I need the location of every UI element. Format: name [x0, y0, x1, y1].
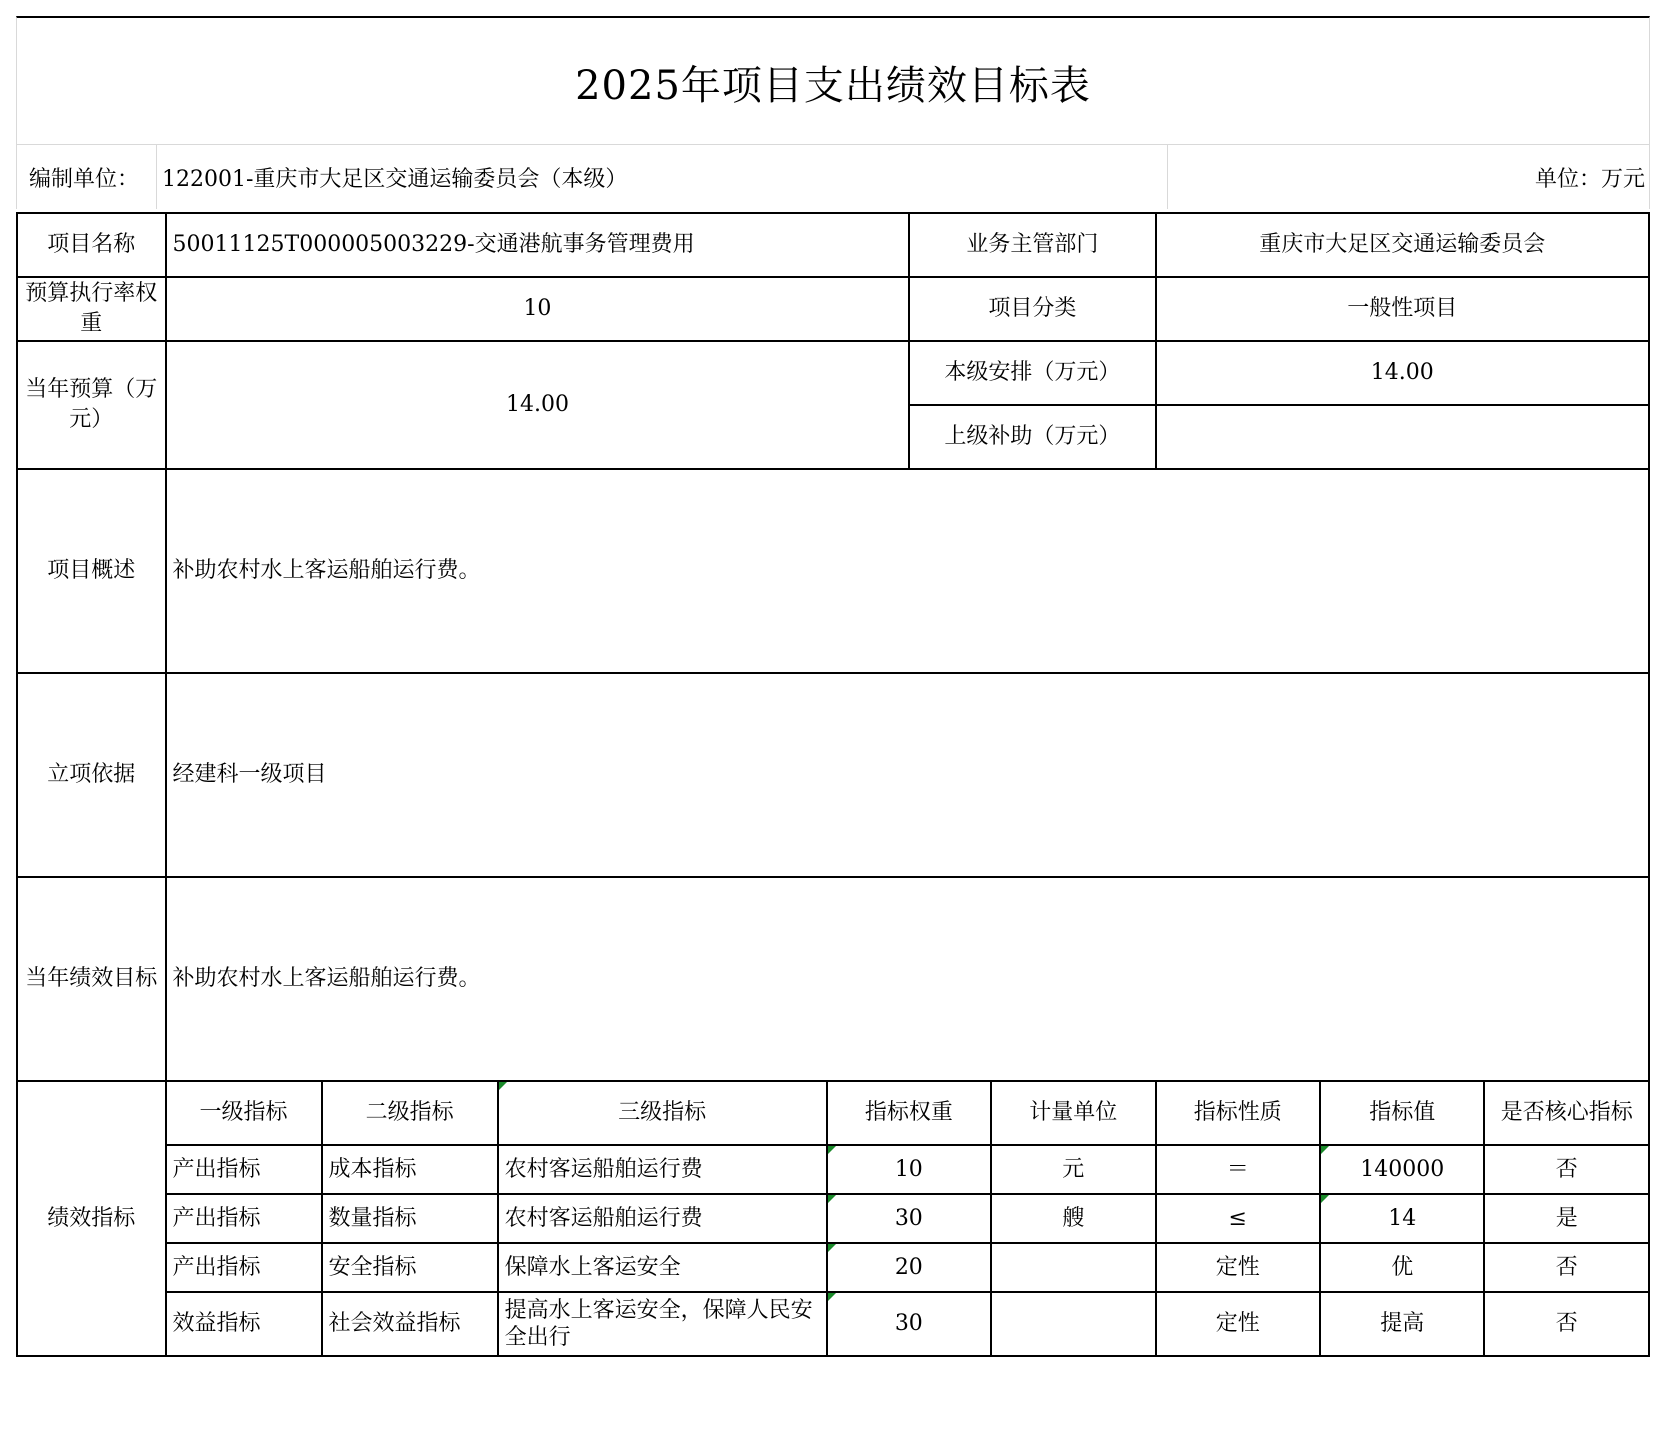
header-level3[interactable]: 三级指标 [498, 1081, 827, 1145]
budget-row [17, 341, 1649, 405]
subsidy-label[interactable]: 上级补助（万元） [909, 405, 1155, 469]
indicator-weight[interactable]: 20 [827, 1243, 991, 1292]
title-cell[interactable] [16, 16, 1650, 146]
header-level1[interactable]: 一级指标 [166, 1081, 322, 1145]
header-weight[interactable]: 指标权重 [827, 1081, 991, 1145]
rate-label[interactable]: 预算执行率权重 [17, 277, 166, 341]
goal-row [17, 877, 1649, 1081]
indicator-value[interactable]: 提高 [1320, 1292, 1484, 1356]
goal-label[interactable]: 当年绩效目标 [17, 877, 166, 1081]
header-value[interactable]: 指标值 [1320, 1081, 1484, 1145]
project-name-row [17, 213, 1649, 277]
indicator-section-label[interactable]: 绩效指标 [17, 1081, 166, 1356]
indicator-level3[interactable]: 提高水上客运安全，保障人民安全出行 [498, 1292, 827, 1356]
indicator-weight[interactable]: 10 [827, 1145, 991, 1194]
basis-label[interactable]: 立项依据 [17, 673, 166, 877]
rate-value[interactable]: 10 [166, 277, 910, 341]
indicator-unit[interactable]: 艘 [991, 1194, 1155, 1243]
performance-table [16, 212, 1650, 1357]
indicator-value[interactable]: 140000 [1320, 1145, 1484, 1194]
header-core[interactable]: 是否核心指标 [1484, 1081, 1649, 1145]
category-label[interactable]: 项目分类 [909, 277, 1155, 341]
indicator-weight[interactable]: 30 [827, 1292, 991, 1356]
indicator-unit[interactable] [991, 1292, 1155, 1356]
unit-divider [156, 145, 157, 209]
indicator-value[interactable]: 优 [1320, 1243, 1484, 1292]
indicator-level1[interactable]: 产出指标 [166, 1243, 322, 1292]
header-level2[interactable]: 二级指标 [322, 1081, 498, 1145]
indicator-core[interactable]: 否 [1484, 1243, 1649, 1292]
local-value[interactable]: 14.00 [1156, 341, 1649, 405]
indicator-level2[interactable]: 社会效益指标 [322, 1292, 498, 1356]
indicator-level3[interactable]: 保障水上客运安全 [498, 1243, 827, 1292]
budget-value[interactable]: 14.00 [166, 341, 910, 469]
table-row [17, 1145, 1649, 1194]
dept-value[interactable]: 重庆市大足区交通运输委员会 [1156, 213, 1649, 277]
indicator-nature[interactable]: 定性 [1156, 1243, 1320, 1292]
table-row [17, 1243, 1649, 1292]
overview-value[interactable]: 补助农村水上客运船舶运行费。 [166, 469, 1649, 673]
indicator-level2[interactable]: 数量指标 [322, 1194, 498, 1243]
indicator-weight[interactable]: 30 [827, 1194, 991, 1243]
indicator-level3[interactable]: 农村客运船舶运行费 [498, 1145, 827, 1194]
budget-label[interactable]: 当年预算（万元） [17, 341, 166, 469]
indicator-core[interactable]: 是 [1484, 1194, 1649, 1243]
unit-row [16, 144, 1650, 209]
indicator-nature[interactable]: ≤ [1156, 1194, 1320, 1243]
overview-label[interactable]: 项目概述 [17, 469, 166, 673]
project-name-label[interactable]: 项目名称 [17, 213, 166, 277]
header-nature[interactable]: 指标性质 [1156, 1081, 1320, 1145]
indicator-level2[interactable]: 安全指标 [322, 1243, 498, 1292]
overview-row [17, 469, 1649, 673]
basis-value[interactable]: 经建科一级项目 [166, 673, 1649, 877]
subsidy-value[interactable] [1156, 405, 1649, 469]
indicator-nature[interactable]: 定性 [1156, 1292, 1320, 1356]
page-title: 2025年项目支出绩效目标表 [575, 62, 1091, 109]
rate-row [17, 277, 1649, 341]
category-value[interactable]: 一般性项目 [1156, 277, 1649, 341]
goal-value[interactable]: 补助农村水上客运船舶运行费。 [166, 877, 1649, 1081]
indicator-level3[interactable]: 农村客运船舶运行费 [498, 1194, 827, 1243]
indicator-value[interactable]: 14 [1320, 1194, 1484, 1243]
indicator-level1[interactable]: 产出指标 [166, 1194, 322, 1243]
unit-value[interactable]: 122001-重庆市大足区交通运输委员会（本级） [162, 166, 628, 192]
indicator-nature[interactable]: ＝ [1156, 1145, 1320, 1194]
indicator-unit[interactable] [991, 1243, 1155, 1292]
basis-row [17, 673, 1649, 877]
table-row [17, 1194, 1649, 1243]
indicator-level1[interactable]: 效益指标 [166, 1292, 322, 1356]
dept-label[interactable]: 业务主管部门 [909, 213, 1155, 277]
indicator-unit[interactable]: 元 [991, 1145, 1155, 1194]
table-row [17, 1292, 1649, 1356]
currency-label[interactable]: 单位：万元 [1534, 166, 1645, 192]
header-unit[interactable]: 计量单位 [991, 1081, 1155, 1145]
project-name-value[interactable]: 50011125T000005003229-交通港航事务管理费用 [166, 213, 910, 277]
indicator-core[interactable]: 否 [1484, 1292, 1649, 1356]
local-label[interactable]: 本级安排（万元） [909, 341, 1155, 405]
indicator-level1[interactable]: 产出指标 [166, 1145, 322, 1194]
unit-label[interactable]: 编制单位： [29, 166, 140, 192]
indicator-core[interactable]: 否 [1484, 1145, 1649, 1194]
unit-divider [1167, 145, 1168, 209]
indicator-level2[interactable]: 成本指标 [322, 1145, 498, 1194]
indicator-header-row [17, 1081, 1649, 1145]
